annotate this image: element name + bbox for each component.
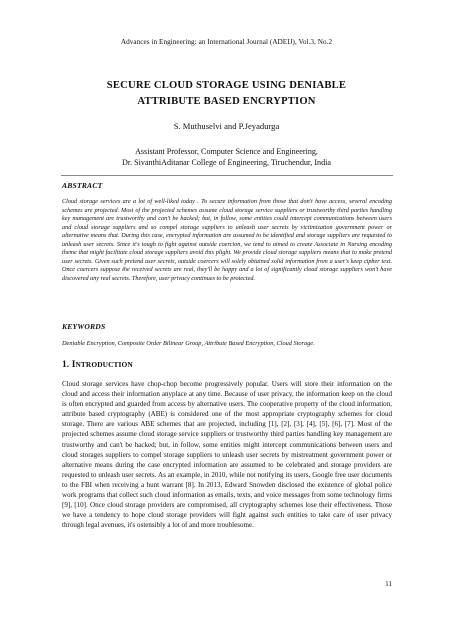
divider-top (61, 175, 393, 176)
affiliation-line-1: Assistant Professor, Computer Science and Engineering, (135, 147, 318, 156)
abstract-text: Cloud storage services are a lot of well-liked today . To secure information from those that don't have access, several encoding schemes are projected. Most of the projected schemes assume cloud storage service suppliers or trustworthy third parties handling key management are trustworthy and can't be hacked; but, in follow, some entities could intercept communications between users and cloud storage suppliers and so compel storage suppliers to unleash user secrets by victimization government power or alternative means that. During this case, encrypted information are assumed to be identified and storage suppliers are requested to unleash user secrets. Since it's tough to fight against outside coercion, we tend to aimed to create Associate in Nursing encoding theme that might facilitate cloud storage suppliers avoid this plight. We provide cloud storage suppliers means that to make pretend user secrets. Given such pretend user secrets, outside coercers will solely obtained solid information from a user's keep cipher text. Once coercers suppose the received secrets are real, they'll be happy and a lot of significantly cloud storage suppliers won't have discovered any real secrets. Therefore, user privacy continues to be protected. (62, 198, 392, 282)
introduction-text: Cloud storage services have chop-chop become progressively popular. Users will store their information on the cloud and access their information anyplace at any time. Because of user privacy, the information keep on the cloud is often encrypted and guarded from access by alternative users. The cooperative property of the cloud information, attribute based cryptography (ABE) is considered one of the most appropriate cryptography schemes for cloud storage. There are various ABE schemes that are projected, including [1], [2], [3], [4], [5], [6], [7]. Most of the projected schemes assume cloud storage service suppliers or trustworthy third parties handling key management are trustworthy and can't be hacked; but, in follow, some entities might intercept communications between users and cloud storages suppliers to compel storage suppliers to unleash user secrets by mistreatment government power or alternative means during the case encrypted information are assumed to be celebrated and storage providers are requested to unleash user secrets. As an example, in 2010, while not notifying its users, Google free user documents to the FBI when receiving a hunt warrant [8]. In 2013, Edward Snowden disclosed the existence of global police work programs that collect such cloud information as emails, texts, and voice messages from some technology firms [9], [10]. Once cloud storage providers are compromised, all cryptography schemes lose their effectiveness. Those we have a tendency to hope cloud storage providers will fight against such entities to take care of user privacy through legal avenues, it's ostensibly a lot of and more troublesome. (62, 380, 392, 530)
affiliation (0, 146, 453, 168)
paper-title (40, 78, 413, 110)
running-head: Advances in Engineering: an International Journal (ADEIJ), Vol.3, No.2 (120, 38, 333, 46)
page-number: 11 (385, 580, 392, 588)
keywords-text: Deniable Encryption, Composite Order Bilinear Group, Attribute Based Encryption, Cloud Storage. (62, 340, 315, 347)
title-line-1: SECURE CLOUD STORAGE USING DENIABLE (106, 80, 347, 91)
introduction-heading: 1. INTRODUCTION (62, 360, 133, 370)
abstract-heading: ABSTRACT (62, 181, 103, 190)
keywords-heading: KEYWORDS (62, 322, 106, 331)
authors: S. Muthuselvi and P.Jeyadurga (173, 121, 280, 131)
affiliation-line-2: Dr. SivanthiAditanar College of Engineering, Tiruchendur, India (122, 158, 331, 167)
title-line-2: ATTRIBUTE BASED ENCRYPTION (137, 96, 316, 107)
